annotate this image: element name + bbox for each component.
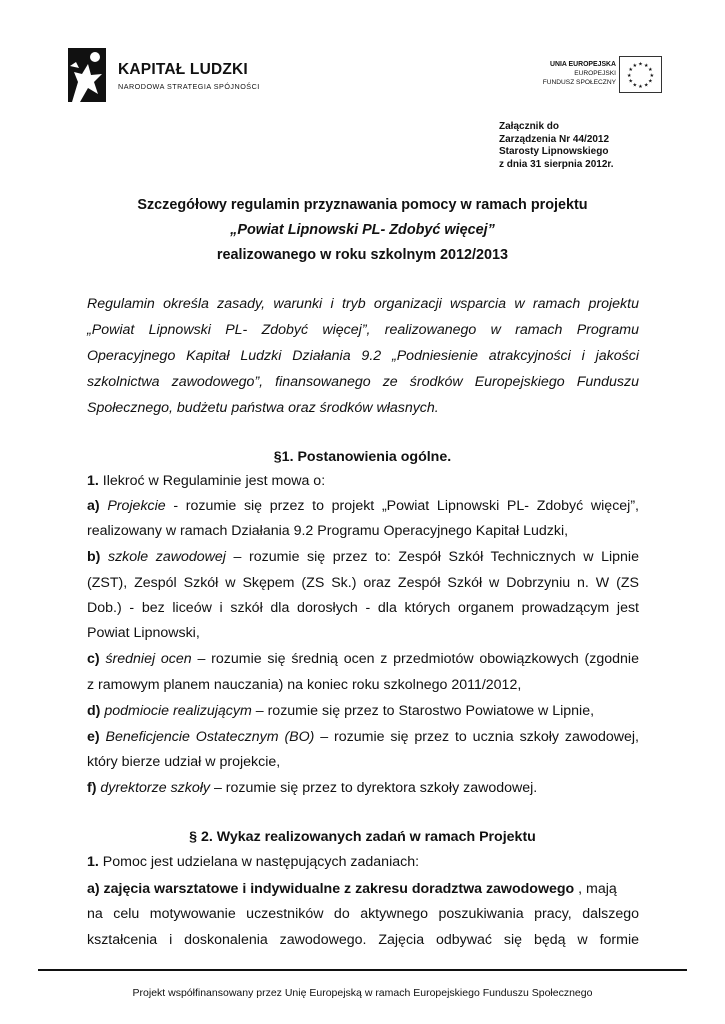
definition-a (87, 498, 639, 514)
svg-text:★: ★ (643, 63, 649, 70)
definition-letter: c) (87, 651, 100, 667)
section1-heading: §1. Postanowienia ogólne. (273, 449, 452, 465)
page-footer: Projekt współfinansowany przez Unię Europejską w ramach Europejskiego Funduszu Społecznego (132, 987, 593, 999)
definition-d (87, 703, 639, 719)
svg-text:★: ★ (632, 82, 638, 89)
definition-text: – rozumie się przez to dyrektora szkoły zawodowej. (210, 780, 538, 796)
school-year-title: realizowanego w roku szkolnym 2012/2013 (216, 247, 509, 263)
intro-line: Operacyjnego Kapitał Ludzki Działania 9.2 „Podniesienie atrakcyjności i jakości (87, 348, 639, 364)
definition-text: – rozumie się przez to Starostwo Powiatowe w Lipnie, (251, 703, 595, 719)
task-a-continued: na celu motywowanie uczestników do aktywnego poszukiwania pracy, dalszego (87, 906, 639, 922)
svg-text:★: ★ (626, 72, 632, 79)
definition-term: podmiocie realizującym (104, 703, 252, 719)
kapital-ludzki-tagline: NARODOWA STRATEGIA SPÓJNOŚCI (118, 82, 260, 91)
definition-letter: e) (87, 729, 100, 745)
intro-line: Regulamin określa zasady, warunki i tryb organizacji wsparcia w ramach projektu (87, 296, 639, 312)
annex-line: Załącznik do (499, 121, 560, 132)
definition-b-continued: Powiat Lipnowski, (87, 625, 200, 641)
svg-text:★: ★ (648, 67, 653, 74)
eu-logo-line2: EUROPEJSKI (574, 70, 616, 78)
eu-logo-text (543, 60, 616, 88)
definition-term: dyrektorze szkoły (100, 780, 210, 796)
annex-line: z dnia 31 sierpnia 2012r. (499, 158, 614, 170)
definition-term: Projekcie (107, 498, 166, 514)
project-name-title: „Powiat Lipnowski PL- Zdobyć więcej” (230, 222, 495, 238)
definition-text: - rozumie się przez to projekt „Powiat Lipnowski PL- Zdobyć więcej”, (165, 498, 639, 514)
svg-text:★: ★ (628, 67, 633, 74)
definition-a-continued: realizowany w ramach Działania 9.2 Programu Operacyjnego Kapitał Ludzki, (87, 523, 569, 539)
definition-term: Beneficjencie Ostatecznym (BO) (105, 729, 315, 745)
svg-text:★: ★ (648, 78, 653, 85)
svg-text:★: ★ (638, 61, 643, 68)
paragraph-number: 1. (87, 473, 99, 489)
definition-c-continued: z ramowym planem nauczania) na koniec roku szkolnego 2011/2012, (87, 677, 522, 693)
definition-text: – rozumie się średnią ocen z przedmiotów obowiązkowych (zgodnie (191, 651, 639, 667)
annex-line: Starosty Lipnowskiego (499, 146, 609, 157)
task-a (87, 881, 639, 897)
section1-paragraph-1 (87, 473, 639, 489)
definition-b (87, 549, 639, 565)
intro-line: Społecznego, budżetu państwa oraz środków własnych. (87, 400, 439, 416)
paragraph-text: Ilekroć w Regulaminie jest mowa o: (98, 473, 326, 489)
definition-b-continued: (ZST), Zespól Szkół w Skępem (ZS Sk.) oraz Zespół Szkół w Dobrzyniu n. W (ZS (87, 575, 639, 591)
definition-b-continued: Dob.) - bez liceów i szkół dla dorosłych - dla których organem prowadzącym jest (87, 600, 639, 616)
document-title: Szczegółowy regulamin przyznawania pomocy w ramach projektu (137, 197, 588, 213)
footer-divider (38, 969, 687, 971)
eu-flag-icon (619, 56, 662, 93)
definition-text: – rozumie się przez to: Zespół Szkół Technicznych w Lipnie (225, 549, 639, 565)
definition-term: średniej ocen (105, 651, 192, 667)
paragraph-text: Pomoc jest udzielana w następujących zadaniach: (98, 854, 420, 870)
task-a-continued: kształcenia i doskonalenia zawodowego. Zajęcia odbywać się będą w formie (87, 932, 639, 948)
definition-e (87, 729, 639, 745)
paragraph-number: 1. (87, 854, 99, 870)
definition-text: – rozumie się przez to ucznia szkoły zawodowej, (314, 729, 639, 745)
definition-letter: f) (87, 780, 97, 796)
definition-letter: b) (87, 549, 101, 565)
annex-line: Zarządzenia Nr 44/2012 (499, 133, 610, 145)
task-a-title: a) zajęcia warsztatowe i indywidualne z zakresu doradztwa zawodowego (87, 881, 575, 897)
task-a-text: , mają (574, 881, 617, 897)
definition-letter: d) (87, 703, 101, 719)
eu-logo (520, 56, 664, 96)
definition-e-continued: który bierze udział w projekcie, (87, 754, 281, 770)
svg-text:★: ★ (643, 82, 649, 89)
kapital-ludzki-name: KAPITAŁ LUDZKI (118, 61, 248, 78)
section2-paragraph-1 (87, 854, 639, 870)
svg-text:★: ★ (628, 78, 633, 85)
definition-term: szkole zawodowej (107, 549, 226, 565)
intro-line: szkolnictwa zawodowego”, finansowanego ze środków Europejskiego Funduszu (87, 374, 639, 390)
annex-note (499, 121, 614, 171)
eu-logo-line3: FUNDUSZ SPOŁECZNY (542, 79, 616, 87)
eu-logo-line1: UNIA EUROPEJSKA (550, 61, 616, 68)
intro-line: „Powiat Lipnowski PL- Zdobyć więcej”, realizowanego w ramach Programu (87, 322, 639, 338)
svg-text:★: ★ (638, 84, 643, 91)
definition-letter: a) (87, 498, 100, 514)
svg-text:★: ★ (649, 72, 655, 79)
definition-f (87, 780, 639, 796)
definition-c (87, 651, 639, 667)
kapital-ludzki-emblem-icon (64, 44, 110, 106)
kapital-ludzki-logo (64, 44, 274, 110)
svg-text:★: ★ (632, 63, 638, 70)
section2-heading: § 2. Wykaz realizowanych zadań w ramach Projektu (189, 829, 536, 845)
